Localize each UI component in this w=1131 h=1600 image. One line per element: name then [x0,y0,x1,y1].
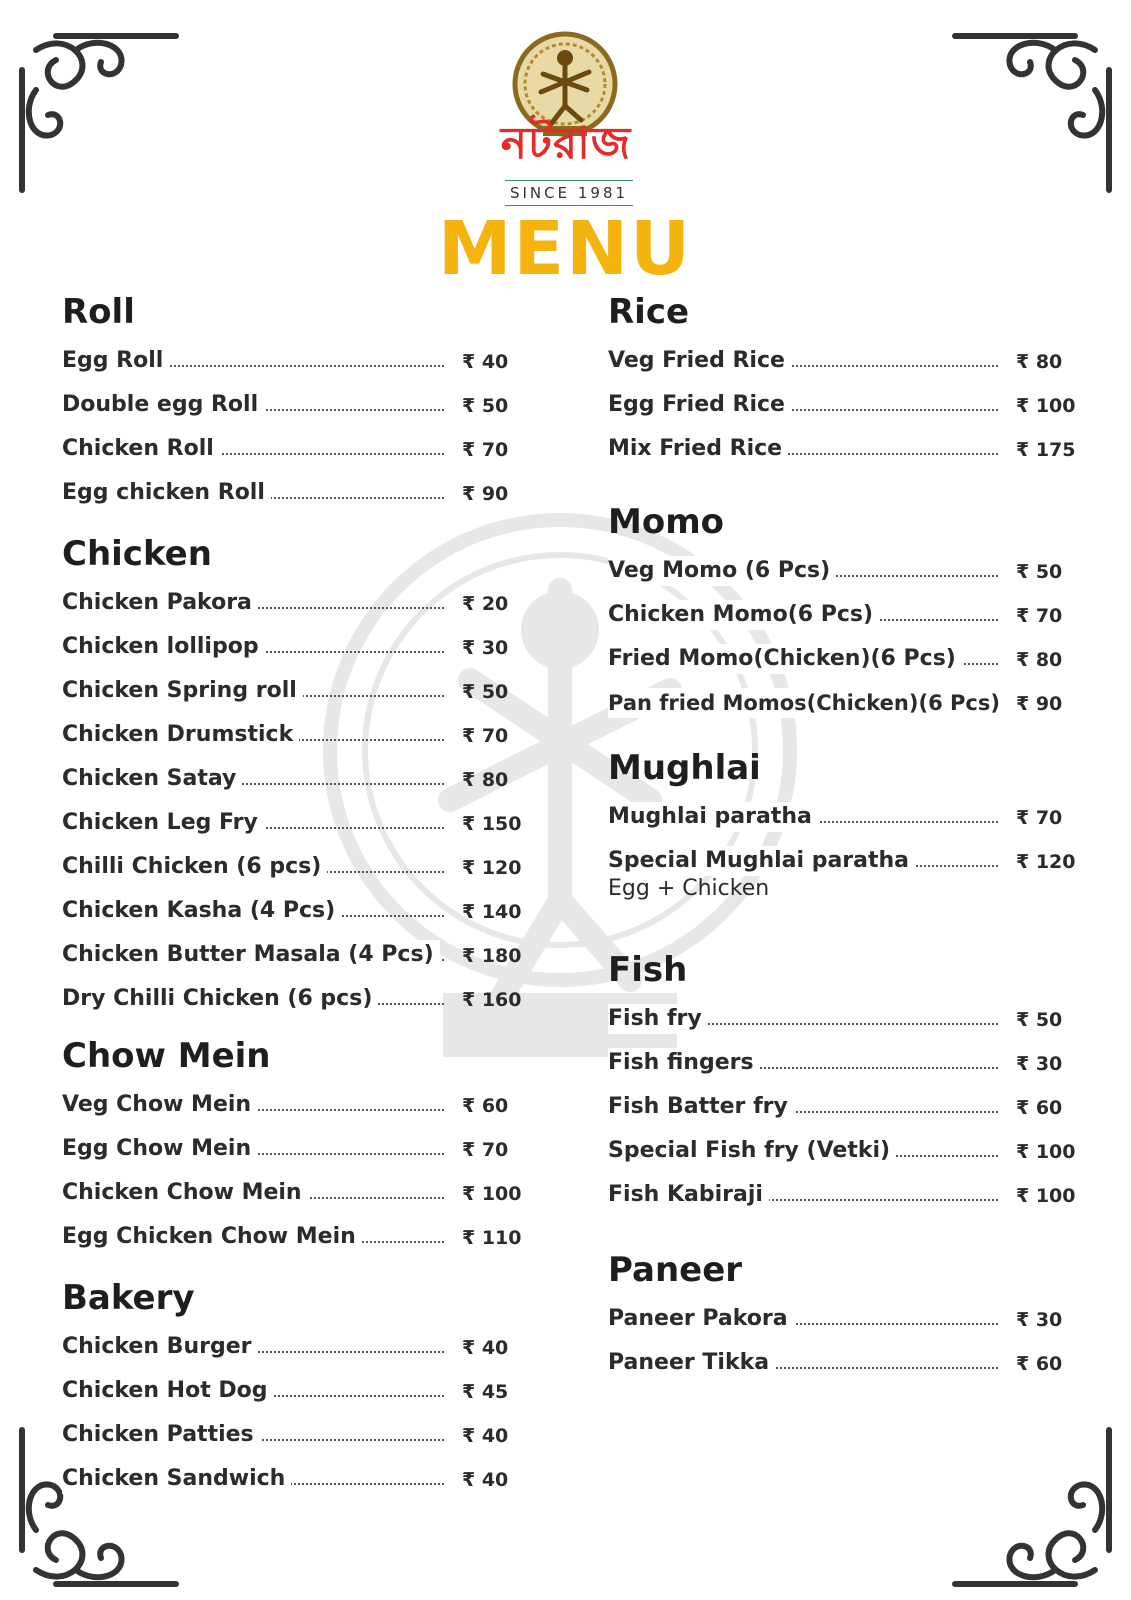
menu-item [62,764,514,798]
menu-item [62,1420,514,1454]
menu-item [608,1048,1063,1082]
menu-item [608,802,1063,836]
section-mughlai [608,748,1060,788]
item-price: ₹ 110 [462,1227,522,1249]
section-title: Rice [608,292,690,332]
section-chicken [62,534,514,574]
item-price: ₹ 80 [1016,649,1063,671]
menu-item [608,1136,1076,1170]
item-price: ₹ 50 [1016,561,1063,583]
item-price: ₹ 70 [462,439,509,461]
item-name: Dry Chilli Chicken (6 pcs) [62,984,378,1014]
section-chow-mein [62,1036,514,1076]
item-name: Fish Batter fry [608,1092,794,1122]
item-price: ₹ 160 [462,989,522,1011]
item-price: ₹ 180 [462,945,522,967]
menu-item [62,896,522,930]
section-title: Mughlai [608,748,761,788]
menu-item [608,434,1076,468]
menu-item [62,720,514,754]
item-name: Paneer Pakora [608,1304,794,1334]
item-name: Fish fingers [608,1048,760,1078]
item-price: ₹ 30 [1016,1309,1063,1331]
menu-item [608,556,1063,590]
item-price: ₹ 40 [462,351,509,373]
item-name: Chilli Chicken (6 pcs) [62,852,327,882]
section-title: Momo [608,502,724,542]
menu-item [62,588,514,622]
item-name: Egg chicken Roll [62,478,271,508]
menu-title: MENU [437,206,693,292]
item-name: Chicken lollipop [62,632,265,662]
item-price: ₹ 120 [462,857,522,879]
menu-item [62,808,522,842]
menu-item [608,644,1063,678]
item-name: Egg Roll [62,346,169,376]
menu-item [608,390,1076,424]
menu-item [62,1332,514,1366]
menu-item [608,1004,1063,1038]
item-name: Veg Chow Mein [62,1090,257,1120]
menu-item [62,1178,522,1212]
menu-item [62,1090,514,1124]
corner-ornament-top-left [16,30,186,200]
section-roll [62,292,514,332]
item-name: Chicken Leg Fry [62,808,264,838]
item-price: ₹ 140 [462,901,522,923]
section-momo [608,502,1060,542]
section-title: Fish [608,950,688,990]
section-rice [608,292,1060,332]
item-name: Chicken Pakora [62,588,258,618]
section-title: Roll [62,292,135,332]
corner-ornament-top-right [945,30,1115,200]
menu-item [608,846,1076,880]
item-name: Chicken Patties [62,1420,260,1450]
item-price: ₹ 90 [1016,693,1063,715]
item-price: ₹ 60 [462,1095,509,1117]
menu-item [62,676,514,710]
item-price: ₹ 100 [1016,395,1076,417]
item-name: Chicken Burger [62,1332,257,1362]
item-price: ₹ 60 [1016,1097,1063,1119]
item-price: ₹ 80 [462,769,509,791]
item-name: Chicken Sandwich [62,1464,291,1494]
menu-item [62,1134,514,1168]
corner-ornament-bottom-right [945,1420,1115,1590]
item-price: ₹ 30 [462,637,509,659]
item-name: Paneer Tikka [608,1348,775,1378]
item-name: Chicken Spring roll [62,676,303,706]
item-price: ₹ 60 [1016,1353,1063,1375]
menu-item [608,1304,1063,1338]
item-price: ₹ 70 [462,1139,509,1161]
item-name: Egg Fried Rice [608,390,791,420]
item-price: ₹ 80 [1016,351,1063,373]
menu-item [608,1092,1063,1126]
item-price: ₹ 70 [462,725,509,747]
item-price: ₹ 100 [1016,1185,1076,1207]
menu-item [608,1348,1063,1382]
menu-item [62,1222,522,1256]
item-name: Veg Fried Rice [608,346,791,376]
item-price: ₹ 40 [462,1425,509,1447]
menu-item [62,632,514,666]
menu-item [62,346,514,380]
item-name: Chicken Roll [62,434,220,464]
item-price: ₹ 70 [1016,807,1063,829]
item-name: Veg Momo (6 Pcs) [608,556,836,586]
item-price: ₹ 90 [462,483,509,505]
item-price: ₹ 30 [1016,1053,1063,1075]
item-price: ₹ 20 [462,593,509,615]
item-name: Mix Fried Rice [608,434,788,464]
item-name: Chicken Butter Masala (4 Pcs) [62,940,440,970]
item-name: Mughlai paratha [608,802,818,832]
menu-item [62,940,522,974]
item-price: ₹ 40 [462,1337,509,1359]
section-bakery [62,1278,514,1318]
since-year: SINCE 1981 [505,180,633,206]
item-price: ₹ 45 [462,1381,509,1403]
item-name: Egg Chicken Chow Mein [62,1222,362,1252]
item-name: Fish Kabiraji [608,1180,769,1210]
item-price: ₹ 100 [462,1183,522,1205]
section-title: Chicken [62,534,212,574]
section-paneer [608,1250,1060,1290]
section-title: Chow Mein [62,1036,271,1076]
item-name: Chicken Hot Dog [62,1376,274,1406]
item-name: Chicken Momo(6 Pcs) [608,600,879,630]
section-title: Bakery [62,1278,195,1318]
item-name: Chicken Drumstick [62,720,299,750]
item-price: ₹ 50 [462,681,509,703]
menu-item [62,434,514,468]
item-name: Special Fish fry (Vetki) [608,1136,896,1166]
item-price: ₹ 150 [462,813,522,835]
menu-item [62,478,514,512]
item-note: Egg + Chicken [608,876,770,901]
item-price: ₹ 100 [1016,1141,1076,1163]
brand-name: নটরাজ [500,118,632,169]
menu-item [608,346,1063,380]
item-name: Egg Chow Mein [62,1134,257,1164]
menu-item [608,688,1063,722]
item-price: ₹ 120 [1016,851,1076,873]
section-title: Paneer [608,1250,743,1290]
menu-item [62,1464,514,1498]
item-price: ₹ 40 [462,1469,509,1491]
menu-item [62,390,514,424]
item-name: Special Mughlai paratha [608,846,915,876]
menu-item [62,984,522,1018]
item-name: Chicken Satay [62,764,242,794]
menu-item [608,1180,1076,1214]
menu-item [62,1376,514,1410]
menu-item [62,852,522,886]
item-name: Double egg Roll [62,390,264,420]
item-name: Fried Momo(Chicken)(6 Pcs) [608,644,962,674]
menu-item [608,600,1063,634]
item-name: Pan fried Momos(Chicken)(6 Pcs) [608,688,1006,718]
item-price: ₹ 50 [1016,1009,1063,1031]
item-price: ₹ 175 [1016,439,1076,461]
item-price: ₹ 70 [1016,605,1063,627]
item-name: Fish fry [608,1004,708,1034]
item-name: Chicken Chow Mein [62,1178,308,1208]
item-name: Chicken Kasha (4 Pcs) [62,896,341,926]
item-price: ₹ 50 [462,395,509,417]
section-fish [608,950,1060,990]
